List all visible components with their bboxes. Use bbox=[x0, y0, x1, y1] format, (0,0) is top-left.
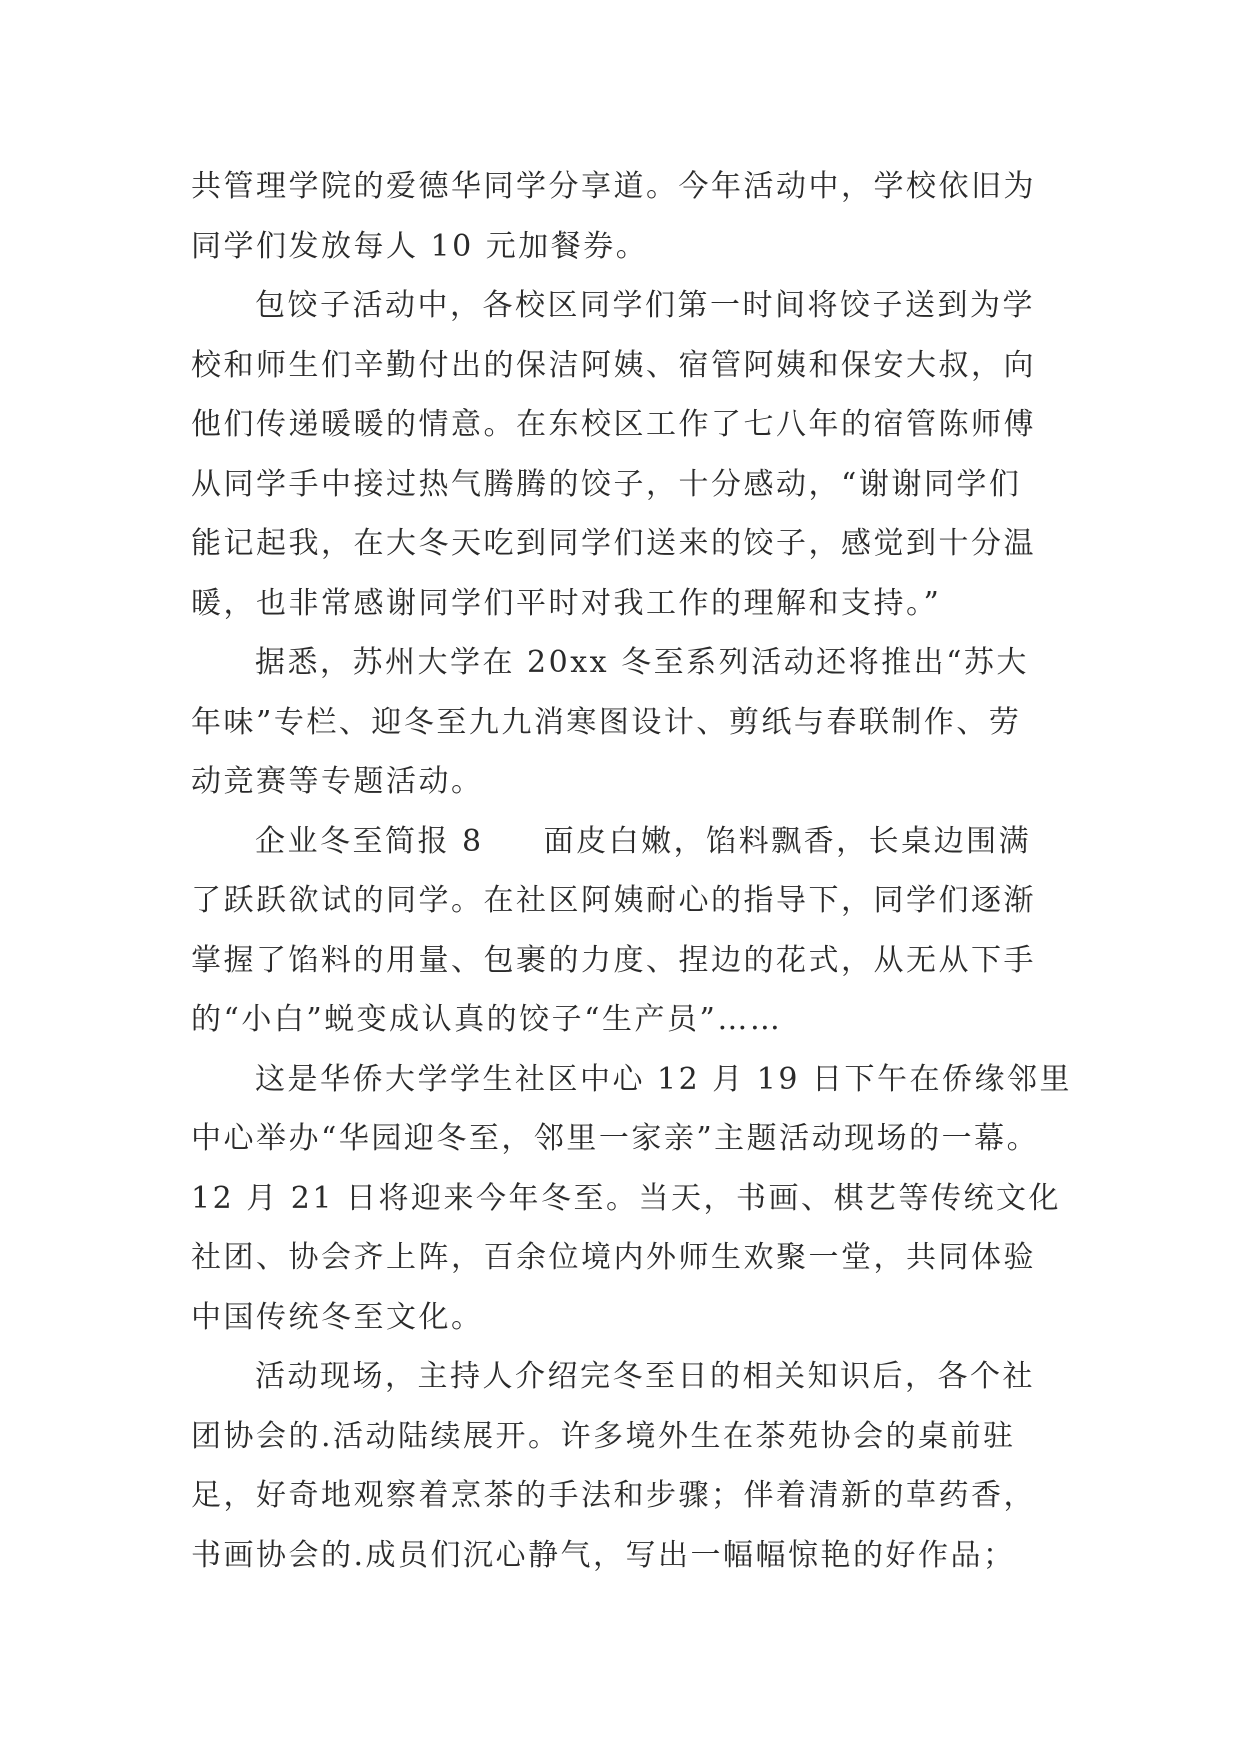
text-line: 了跃跃欲试的同学。在社区阿姨耐心的指导下，同学们逐渐 bbox=[191, 883, 1036, 918]
text-line: 中心举办“华园迎冬至，邻里一家亲”主题活动现场的一幕。 bbox=[191, 1121, 1040, 1156]
text-line: 他们传递暖暖的情意。在东校区工作了七八年的宿管陈师傅 bbox=[191, 407, 1036, 442]
text-line: 社团、协会齐上阵，百余位境内外师生欢聚一堂，共同体验 bbox=[191, 1240, 1036, 1275]
text-line: 动竞赛等专题活动。 bbox=[191, 764, 484, 799]
text-line: 年味”专栏、迎冬至九九消寒图设计、剪纸与春联制作、劳 bbox=[191, 704, 1022, 740]
text-line: 掌握了馅料的用量、包裹的力度、捏边的花式，从无从下手 bbox=[191, 942, 1036, 978]
text-line: 团协会的.活动陆续展开。许多境外生在茶苑协会的桌前驻 bbox=[191, 1418, 1016, 1454]
heading-following-text: 面皮白嫩，馅料飘香，长桌边围满 bbox=[543, 823, 1032, 859]
text-line: 中国传统冬至文化。 bbox=[191, 1299, 484, 1335]
text-line: 的“小白”蜕变成认真的饺子“生产员”…… bbox=[191, 1002, 783, 1037]
section-heading-line bbox=[191, 812, 1051, 872]
paragraph-first-line: 包饺子活动中，各校区同学们第一时间将饺子送到为学 bbox=[255, 288, 1035, 323]
paragraph-first-line: 据悉，苏州大学在 20xx 冬至系列活动还将推出“苏大 bbox=[255, 645, 1029, 680]
paragraph-first-line: 这是华侨大学学生社区中心 12 月 19 日下午在侨缘邻里 bbox=[255, 1061, 1072, 1097]
section-heading: 企业冬至简报 8 bbox=[255, 823, 484, 859]
paragraph-first-line: 活动现场，主持人介绍完冬至日的相关知识后，各个社 bbox=[255, 1359, 1035, 1394]
text-line: 足，好奇地观察着烹茶的手法和步骤；伴着清新的草药香， bbox=[191, 1478, 1036, 1513]
text-line: 暖，也非常感谢同学们平时对我工作的理解和支持。” bbox=[191, 585, 942, 621]
text-line: 校和师生们辛勤付出的保洁阿姨、宿管阿姨和保安大叔，向 bbox=[191, 347, 1036, 383]
text-line: 书画协会的.成员们沉心静气，写出一幅幅惊艳的好作品； bbox=[191, 1537, 1016, 1573]
text-line: 从同学手中接过热气腾腾的饺子，十分感动，“谢谢同学们 bbox=[191, 466, 1022, 502]
document-body bbox=[191, 157, 1072, 1585]
text-line: 12 月 21 日将迎来今年冬至。当天，书画、棋艺等传统文化 bbox=[191, 1180, 1061, 1216]
text-line: 同学们发放每人 10 元加餐券。 bbox=[191, 228, 649, 264]
text-line: 共管理学院的爱德华同学分享道。今年活动中，学校依旧为 bbox=[191, 169, 1036, 204]
text-line: 能记起我，在大冬天吃到同学们送来的饺子，感觉到十分温 bbox=[191, 526, 1036, 561]
